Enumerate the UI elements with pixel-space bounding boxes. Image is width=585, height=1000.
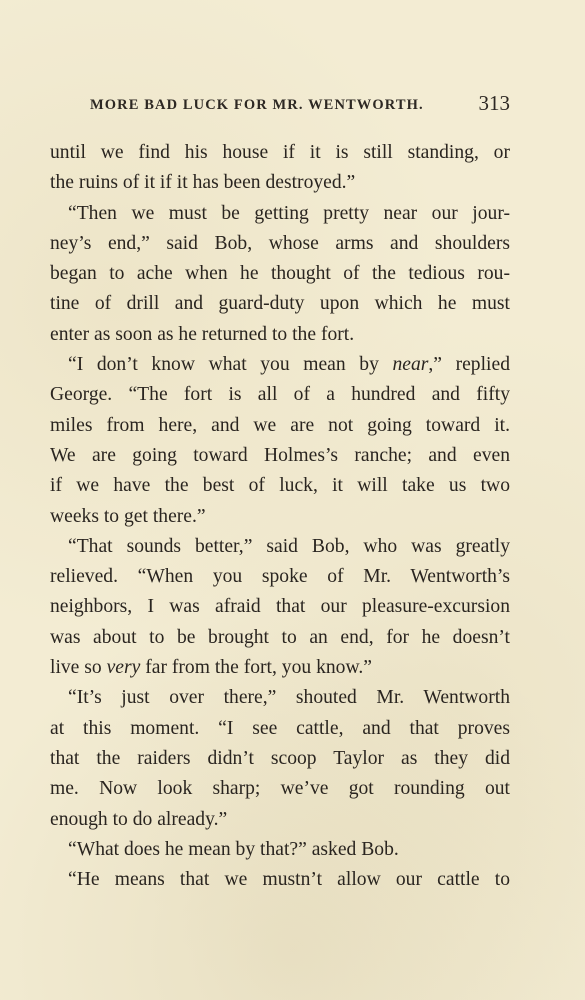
text-line: We are going toward Holmes’s ranche; and even — [50, 444, 510, 466]
text-line: George. “The fort is all of a hundred and fifty — [50, 384, 510, 406]
emphasis: very — [106, 657, 141, 679]
text-line: “What does he mean by that?” asked Bob. — [68, 838, 399, 860]
text-line: was about to be brought to an end, for he doesn’t — [50, 626, 510, 648]
emphasis: near — [392, 354, 429, 376]
text-line: enough to do already.” — [50, 808, 228, 830]
text-line: “It’s just over there,” shouted Mr. Wentworth — [68, 687, 510, 709]
running-title: MORE BAD LUCK FOR MR. WENTWORTH. — [90, 97, 424, 113]
text-line: miles from here, and we are not going toward it. — [50, 414, 510, 436]
page-number: 313 — [478, 91, 510, 115]
text-line: if we have the best of luck, it will take us two — [50, 475, 510, 497]
text-line: relieved. “When you spoke of Mr. Wentworth’s — [50, 566, 510, 588]
text-line: tine of drill and guard-duty upon which he must — [50, 293, 510, 315]
text-line: began to ache when he thought of the tedious rou- — [50, 263, 510, 285]
text-line: the ruins of it if it has been destroyed.” — [50, 172, 356, 194]
text-line: live so very far from the fort, you know.” — [50, 657, 372, 679]
page-header — [90, 92, 510, 122]
text-line: neighbors, I was afraid that our pleasure-excursion — [50, 596, 510, 618]
text-line: that the raiders didn’t scoop Taylor as they did — [50, 747, 510, 769]
body-text — [50, 138, 510, 895]
text-line: “I don’t know what you mean by near,” replied — [68, 354, 510, 376]
text-line: until we find his house if it is still standing, or — [50, 142, 510, 163]
text-line: “He means that we mustn’t allow our cattle to — [68, 869, 510, 891]
text-line: “Then we must be getting pretty near our jour- — [68, 202, 510, 224]
text-line: ney’s end,” said Bob, whose arms and shoulders — [50, 232, 510, 254]
text-line: weeks to get there.” — [50, 505, 206, 527]
text-line: me. Now look sharp; we’ve got rounding out — [50, 778, 510, 800]
text-line: enter as soon as he returned to the fort. — [50, 323, 355, 345]
text-line: at this moment. “I see cattle, and that proves — [50, 717, 510, 739]
text-line: “That sounds better,” said Bob, who was greatly — [68, 535, 510, 557]
